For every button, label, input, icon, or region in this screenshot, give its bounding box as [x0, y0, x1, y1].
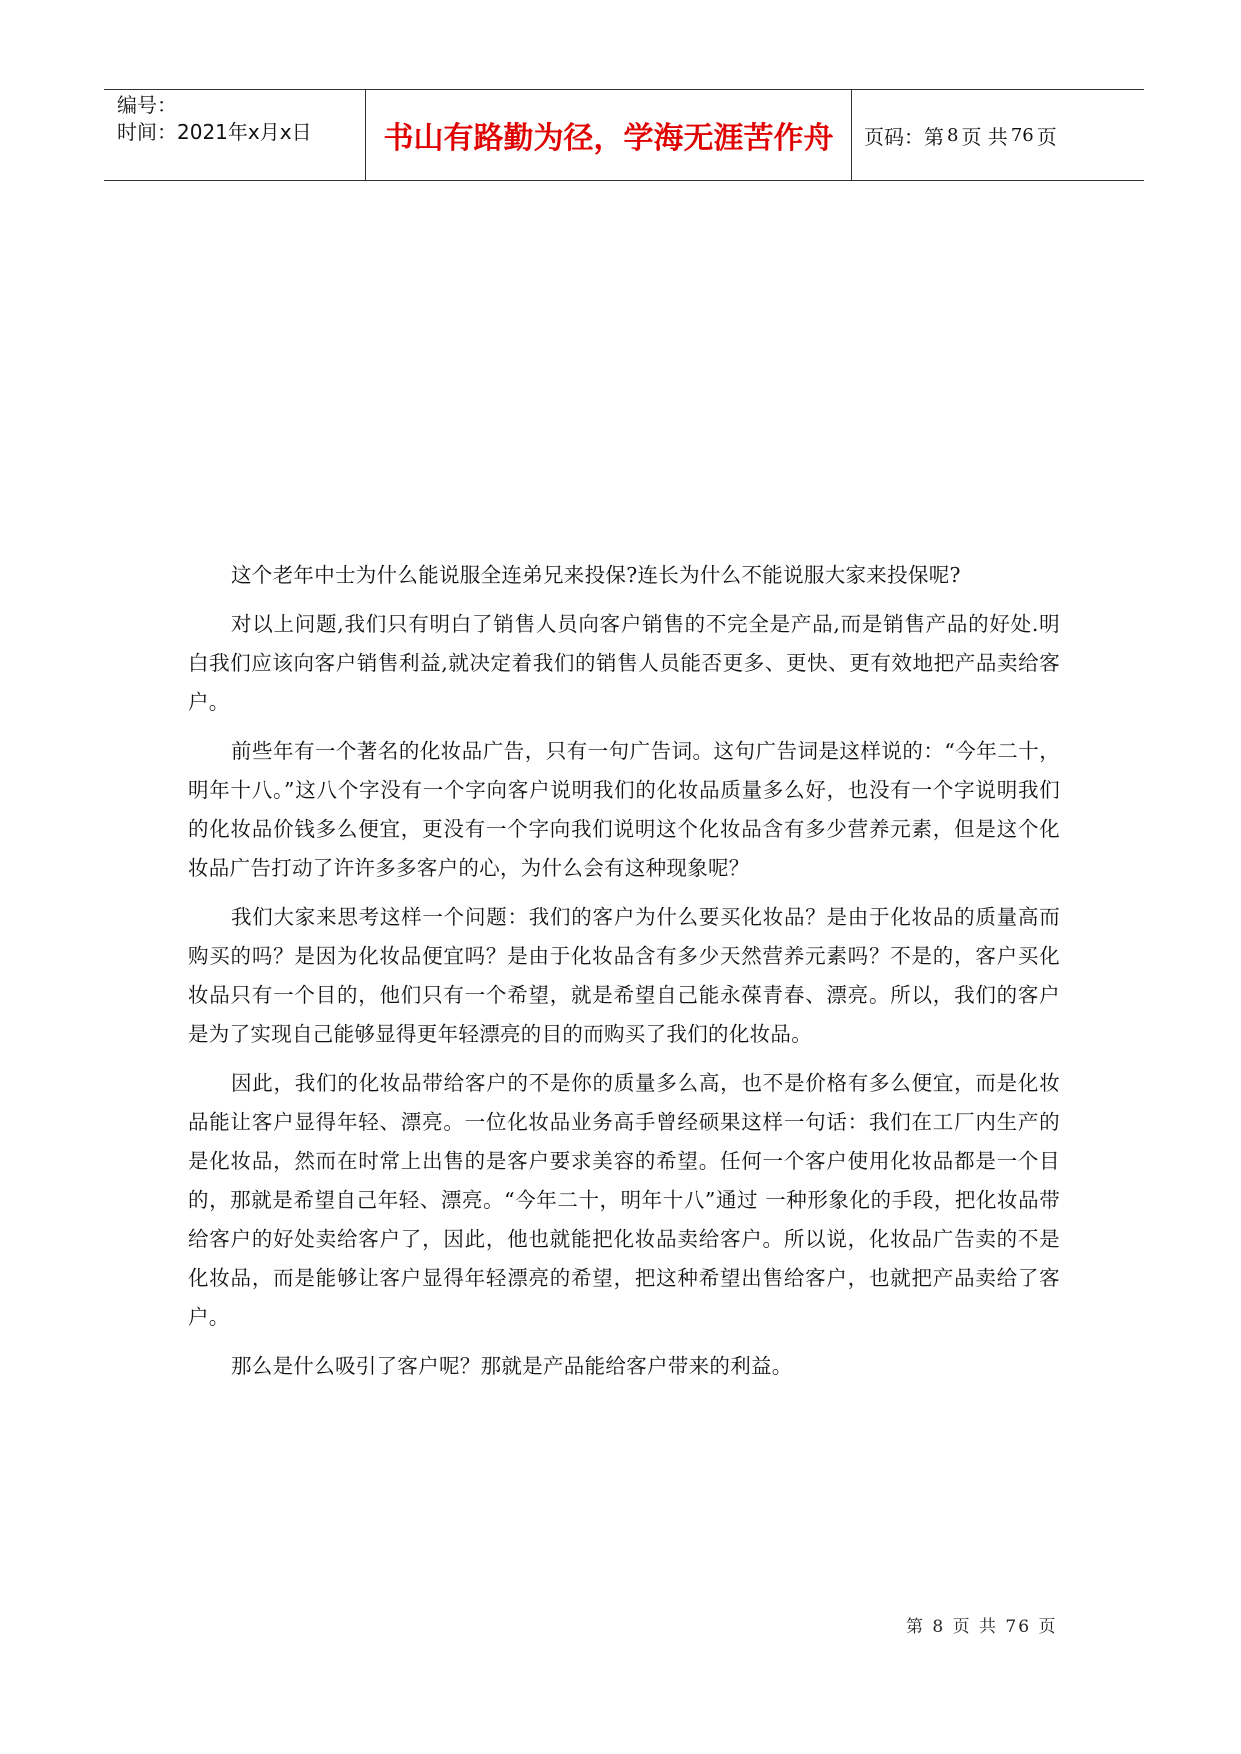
header-motto-cell: [366, 90, 852, 180]
paragraph: 我们大家来思考这样一个问题：我们的客户为什么要买化妆品？是由于化妆品的质量高而购买的吗？是因为化妆品便宜吗？是由于化妆品含有多少天然营养元素吗？不是的，客户买化妆品只有一个目的，他们只有一个希望，就是希望自己能永葆青春、漂亮。所以，我们的客户是为了实现自己能够显得更年轻漂亮的目的而购买了我们的化妆品。: [188, 905, 1060, 1046]
document-body: [188, 556, 1060, 1396]
page-current: 8: [947, 124, 959, 146]
page-suffix: 页: [1036, 124, 1057, 149]
document-header: [104, 89, 1144, 181]
paragraph: 因此，我们的化妆品带给客户的不是你的质量多么高，也不是价格有多么便宜，而是化妆品能让客户显得年轻、漂亮。一位化妆品业务高手曾经硕果这样一句话：我们在工厂内生产的是化妆品，然而在时常上出售的是客户要求美容的希望。任何一个客户使用化妆品都是一个目的，那就是希望自己年轻、漂亮。“今年二十，明年十八”通过 一种形象化的手段，把化妆品带给客户的好处卖给客户了，因此，他也就能把化妆品卖给客户。所以说，化妆品广告卖的不是化妆品，而是能够让客户显得年轻漂亮的希望，把这种希望出售给客户，也就把产品卖给了客户。: [188, 1071, 1060, 1329]
page-prefix: 页码：第: [864, 124, 944, 149]
serial-number-label: 编号：: [117, 93, 177, 117]
time-label: 时间：2021年x月x日: [117, 120, 312, 144]
header-meta-cell: [104, 90, 366, 180]
paragraph: 前些年有一个著名的化妆品广告，只有一句广告词。这句广告词是这样说的：“今年二十，明年十八。”这八个字没有一个字向客户说明我们的化妆品质量多么好，也没有一个字说明我们的化妆品价钱多么便宜，更没有一个字向我们说明这个化妆品含有多少营养元素，但是这个化妆品广告打动了许许多多客户的心，为什么会有这种现象呢？: [188, 739, 1060, 880]
page-footer: 第 8 页 共 76 页: [906, 1617, 1058, 1637]
page-total: 76: [1010, 124, 1034, 146]
header-page-cell: [852, 90, 1144, 180]
header-motto: 书山有路勤为径，学海无涯苦作舟: [383, 121, 834, 156]
paragraph: 这个老年中士为什么能说服全连弟兄来投保?连长为什么不能说服大家来投保呢?: [231, 563, 961, 587]
paragraph: 对以上问题,我们只有明白了销售人员向客户销售的不完全是产品,而是销售产品的好处.明白我们应该向客户销售利益,就决定着我们的销售人员能否更多、更快、更有效地把产品卖给客户。: [188, 612, 1060, 714]
page-mid: 页 共: [961, 124, 1008, 149]
paragraph: 那么是什么吸引了客户呢？那就是产品能给客户带来的利益。: [231, 1354, 793, 1378]
